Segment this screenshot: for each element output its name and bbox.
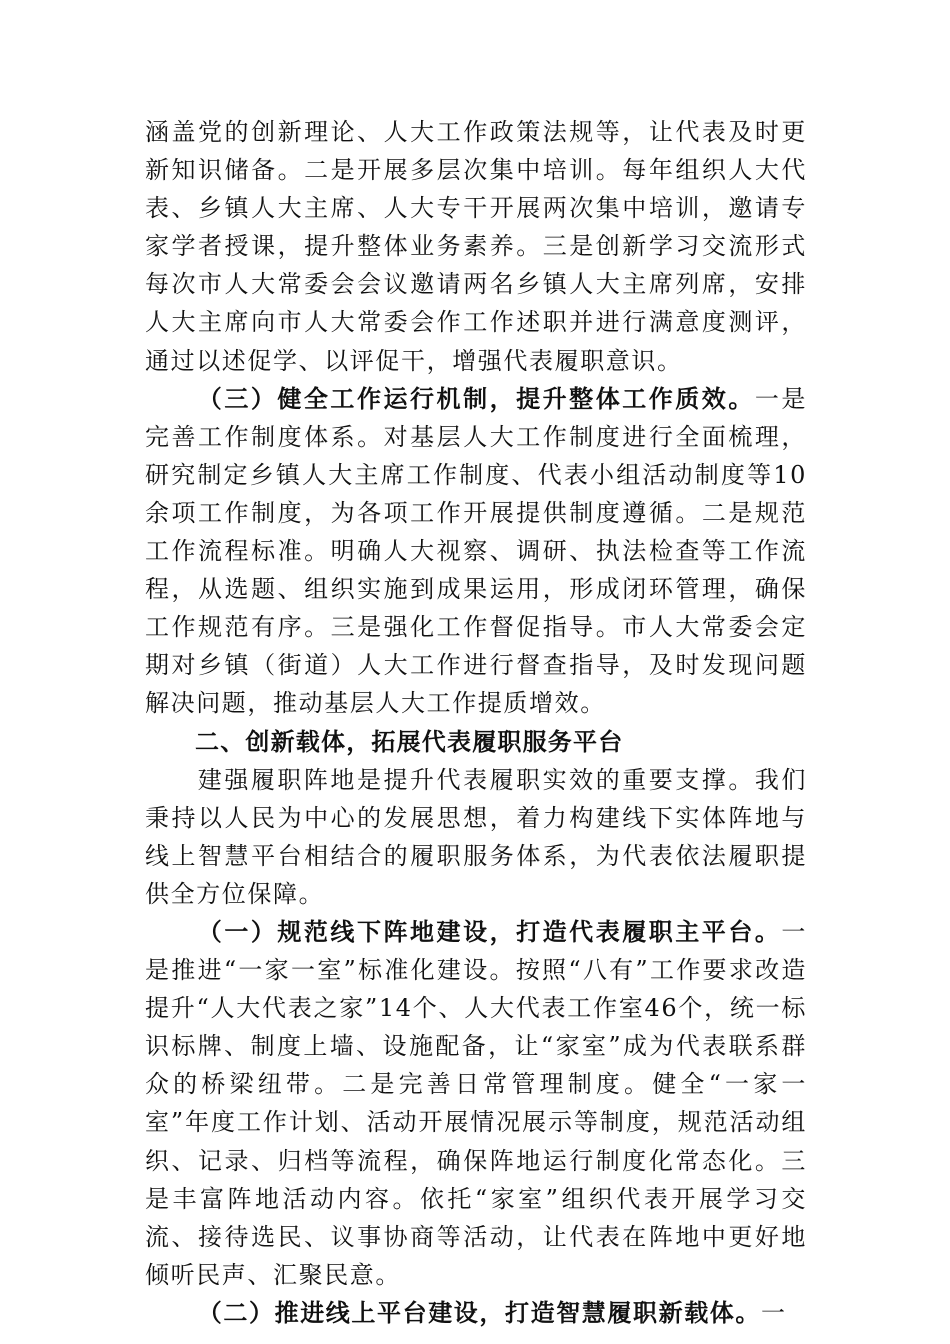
- paragraph-lead: （二）推进线上平台建设，打造智慧履职新载体。: [197, 1297, 761, 1327]
- paragraph-text: 一: [761, 1298, 787, 1327]
- paragraph-text: 一是完善工作制度体系。对基层人大工作制度进行全面梳理，研究制定乡镇人大主席工作制度、代表小组活动制度等10余项工作制度，为各项工作开展提供制度遵循。二是规范工作流程标准。明确人大视察、调研、执法检查等工作流程，从选题、组织实施到成果运用，形成闭环管理，确保工作规范有序。三是强化工作督促指导。市人大常委会定期对乡镇（街道）人大工作进行督查指导，及时发现问题解决问题，推动基层人大工作提质增效。: [145, 384, 807, 718]
- paragraph-text: 一是推进“一家一室”标准化建设。按照“八有”工作要求改造提升“人大代表之家”14个、人大代表工作室46个，统一标识标牌、制度上墙、设施配备，让“家室”成为代表联系群众的桥梁纽带。二是完善日常管理制度。健全“一家一室”年度工作计划、活动开展情况展示等制度，规范活动组织、记录、归档等流程，确保阵地运行制度化常态化。三是丰富阵地活动内容。依托“家室”组织代表开展学习交流、接待选民、议事协商等活动，让代表在阵地中更好地倾听民声、汇聚民意。: [145, 917, 807, 1289]
- paragraph-intro: [145, 761, 807, 913]
- document-body: [145, 113, 807, 1332]
- paragraph-mechanism: [145, 380, 807, 723]
- paragraph-training: [145, 113, 807, 380]
- paragraph-offline-platform: [145, 913, 807, 1294]
- paragraph-online-platform: [145, 1294, 807, 1332]
- paragraph-text: 涵盖党的创新理论、人大工作政策法规等，让代表及时更新知识储备。二是开展多层次集中培训。每年组织人大代表、乡镇人大主席、人大专干开展两次集中培训，邀请专家学者授课，提升整体业务素养。三是创新学习交流形式每次市人大常委会会议邀请两名乡镇人大主席列席，安排人大主席向市人大常委会作工作述职并进行满意度测评，通过以述促学、以评促干，增强代表履职意识。: [145, 118, 807, 375]
- section-heading: 二、创新载体，拓展代表履职服务平台: [195, 727, 624, 756]
- paragraph-lead: （一）规范线下阵地建设，打造代表履职主平台。: [197, 916, 782, 946]
- paragraph-text: 建强履职阵地是提升代表履职实效的重要支撑。我们秉持以人民为中心的发展思想，着力构建线下实体阵地与线上智慧平台相结合的履职服务体系，为代表依法履职提供全方位保障。: [145, 765, 807, 908]
- paragraph-lead: （三）健全工作运行机制，提升整体工作质效。: [197, 383, 755, 413]
